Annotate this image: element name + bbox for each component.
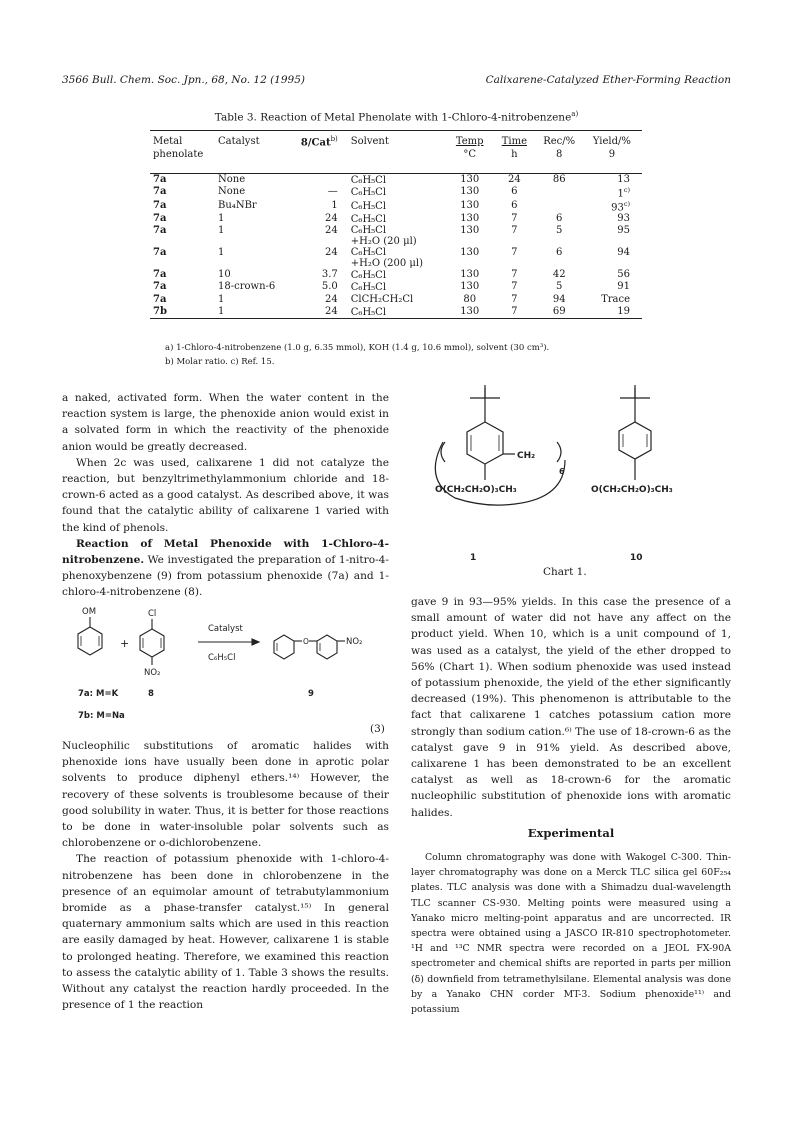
cell-yield: [582, 200, 642, 213]
solvent-label: C₆H₅Cl: [208, 653, 236, 663]
cell-temp: 80: [463, 293, 477, 305]
table-row: [150, 200, 642, 213]
table-footnote-bc: b) Molar ratio. c) Ref. 15.: [165, 357, 275, 367]
col-phenolate: phenolate: [153, 148, 204, 160]
left-paragraph-2: When 2c was used, calixarene 1 did not catalyze the reaction, but benzyltrimethylammonium chloride and 18-crown-6 acted as a good catalyst. As described above, it was found that the catalytic ability of calixarene 1 varied with the kind of phenols.: [62, 456, 389, 534]
cell-catalyst: Bu₄NBr: [218, 199, 257, 211]
cell-time: 7: [511, 293, 518, 305]
cell-metal: 7a: [153, 212, 167, 224]
cell-yield-value: 94: [617, 247, 630, 259]
cell-yield-value: 1: [617, 188, 624, 200]
ch2-label: CH₂: [517, 451, 536, 461]
left-paragraph-3: [62, 536, 389, 601]
cell-rec: 86: [552, 173, 566, 185]
cell-temp: 130: [460, 212, 480, 224]
table-caption-text: Table 3. Reaction of Metal Phenolate with 1-Chloro-4-nitrobenzene: [214, 111, 572, 124]
catalyst-label: Catalyst: [208, 624, 243, 634]
cell-solvent-main: C₆H₅Cl: [350, 269, 387, 281]
cell-rec: [537, 186, 582, 199]
cell-metal: 7a: [153, 186, 167, 198]
table-row: [150, 213, 642, 225]
reaction-scheme: [62, 605, 392, 725]
cell-metal: 7a: [153, 247, 167, 259]
cell-ratio: —: [327, 186, 338, 198]
cell-yield-value: 13: [617, 173, 630, 185]
cell-yield: [582, 294, 642, 306]
cell-yield: [582, 306, 642, 319]
substituent-10: O(CH₂CH₂O)₃CH₃: [591, 485, 673, 495]
cl-label: Cl: [148, 609, 157, 619]
no2-label-reactant: NO₂: [144, 668, 161, 678]
right-paragraph-2: Column chromatography was done with Wakogel C-300. Thin-layer chromatography was done on a Merck TLC silica gel 60F₂₅₄ plates. TLC analysis was done with a Shimadzu dual-wavelength TLC scanner CS-930. Melting points were measured using a Yanako micro melting-point apparatus and are uncorrected. IR spectra were obtained using a JASCO IR-810 spectrophotometer. ¹H and ¹³C NMR spectra were recorded on a JEOL FX-90A spectrometer and chemical shifts are reported in parts per million (δ) downfield from tetramethylsilane. Elemental analysis was done by a Yanako CHN corder MT-3. Sodium phenoxide¹¹⁾ and potassium: [411, 852, 731, 1016]
cell-temp: 130: [460, 225, 480, 237]
cell-temp: 130: [460, 186, 480, 198]
cell-ratio: 24: [325, 247, 338, 259]
cell-solvent-main: C₆H₅Cl: [350, 306, 387, 318]
cell-rec: 6: [556, 247, 563, 259]
cell-rec: 6: [556, 212, 563, 224]
cell-yield: [582, 213, 642, 225]
cell-metal: 7a: [153, 293, 167, 305]
cell-catalyst: None: [218, 186, 246, 198]
cell-time: 7: [511, 247, 518, 259]
cell-yield-value: 93: [617, 212, 630, 224]
cell-solvent: [341, 281, 448, 293]
cell-metal: 7a: [153, 173, 167, 185]
cell-metal: 7a: [153, 199, 167, 211]
cell-yield: [582, 281, 642, 293]
cell-ratio: 24: [325, 306, 338, 318]
col-time: [492, 131, 537, 149]
right-column-top: [411, 594, 731, 821]
cell-yield: [582, 173, 642, 186]
cell-catalyst: 1: [218, 293, 225, 305]
table-row: [150, 269, 642, 281]
cell-ratio: 5.0: [321, 281, 338, 293]
cell-yield-value: 93: [611, 201, 624, 213]
cell-yield: [582, 186, 642, 199]
col-ratio-text: 8/Cat: [300, 137, 331, 149]
equation-number: (3): [370, 723, 385, 735]
cell-rec: 69: [552, 306, 566, 318]
chart-caption: Chart 1.: [543, 566, 587, 578]
cell-yield-value: Trace: [601, 293, 630, 305]
cell-time: 6: [511, 199, 518, 211]
cell-solvent: [341, 225, 448, 247]
cell-yield-mark: c): [623, 199, 630, 208]
table-row: [150, 306, 642, 319]
table-row: [150, 186, 642, 199]
cell-solvent-main: C₆H₅Cl: [350, 225, 387, 237]
cell-solvent: [341, 269, 448, 281]
cell-rec: 42: [552, 269, 566, 281]
cell-time: 7: [511, 306, 518, 318]
cell-catalyst: 1: [218, 225, 225, 237]
cell-solvent: [341, 306, 448, 319]
table-caption: [0, 110, 793, 124]
col-time-unit: h: [511, 148, 518, 160]
cell-catalyst: 1: [218, 306, 225, 318]
col-temp-unit: °C: [463, 148, 477, 160]
table-row: [150, 281, 642, 293]
table-row: [150, 247, 642, 269]
cell-time: 7: [511, 212, 518, 224]
cell-rec: 94: [552, 293, 566, 305]
cell-ratio: 24: [325, 212, 338, 224]
results-table: [150, 130, 642, 319]
cell-solvent-main: C₆H₅Cl: [350, 200, 387, 212]
cell-metal: 7b: [153, 306, 167, 318]
cell-yield-value: 91: [617, 281, 630, 293]
cell-temp: 130: [460, 306, 480, 318]
col-rec: Rec/%: [543, 136, 576, 148]
col-catalyst: Catalyst: [218, 136, 260, 148]
cell-catalyst: 1: [218, 247, 225, 259]
om-label: OM: [82, 607, 97, 617]
cell-solvent: [341, 200, 448, 213]
cell-yield: [582, 269, 642, 281]
left-column-top: [62, 390, 389, 601]
cell-catalyst: None: [218, 173, 246, 185]
cell-temp: 130: [460, 247, 480, 259]
cell-yield-value: 19: [617, 306, 630, 318]
col-ratio: [292, 131, 341, 149]
cell-time: 24: [507, 173, 521, 185]
running-header-left: 3566 Bull. Chem. Soc. Jpn., 68, No. 12 (1995): [62, 74, 305, 86]
cell-ratio: 1: [331, 199, 338, 211]
cell-yield: [582, 225, 642, 247]
cell-solvent: [341, 173, 448, 186]
col-yield: Yield/%: [592, 136, 631, 148]
no2-label-product: NO₂: [346, 637, 363, 647]
cell-yield-mark: c): [623, 186, 630, 195]
cell-catalyst: 1: [218, 212, 225, 224]
compound-label-8: 8: [148, 689, 154, 699]
cell-solvent: [341, 247, 448, 269]
cell-yield-value: 95: [617, 225, 630, 237]
cell-rec: [537, 200, 582, 213]
left-paragraph-4: Nucleophilic substitutions of aromatic halides with phenoxide ions have usually been done in aprotic polar solvents to produce diphenyl ethers.¹⁴⁾ However, the recovery of these solvents is troublesome because of their good solubility in water. Thus, it is better for those reactions to be done in water-insoluble polar solvents such as chlorobenzene or o-dichlorobenzene.: [62, 740, 389, 850]
cell-temp: 130: [460, 281, 480, 293]
cell-time: 6: [511, 186, 518, 198]
col-ratio-mark: b): [330, 135, 338, 143]
chart-1-structures: [415, 380, 735, 580]
left-paragraph-1: a naked, activated form. When the water content in the reaction system is large, the phenoxide anion would exist in a solvated form in which the reactivity of the phenoxide anion would be greatly decreased.: [62, 392, 389, 453]
cell-catalyst: 10: [218, 269, 231, 281]
left-column-bottom: [62, 738, 389, 1013]
calixarene-ring: [467, 422, 503, 464]
cell-time: 7: [511, 225, 518, 237]
cell-temp: 130: [460, 269, 480, 281]
col-solvent: Solvent: [350, 136, 389, 148]
cell-ratio: 3.7: [321, 269, 338, 281]
cell-solvent: [341, 213, 448, 225]
cell-metal: 7a: [153, 225, 167, 237]
chloronitrobenzene-ring: [140, 629, 164, 657]
cell-solvent-additive: +H₂O (20 μl): [350, 236, 417, 248]
compound-label-1: 1: [470, 553, 477, 563]
left-paragraph-5: The reaction of potassium phenoxide with 1-chloro-4-nitrobenzene has been done in chlorobenzene in the presence of an equimolar amount of tetrabutylammonium bromide as a phase-transfer catalyst.¹⁵⁾ In general quaternary ammonium salts which are used in this reaction are easily damaged by heat. However, calixarene 1 is stable to prolonged heating. Therefore, we examined this reaction to assess the catalytic ability of 1. Table 3 shows the results. Without any catalyst the reaction hardly proceeded. In the presence of 1 the reaction: [62, 853, 389, 1012]
table-footnote-a: a) 1-Chloro-4-nitrobenzene (1.0 g, 6.35 mmol), KOH (1.4 g, 10.6 mmol), solvent (30 cm³).: [165, 343, 550, 353]
col-yield-num: 9: [608, 148, 616, 160]
cell-solvent: [341, 186, 448, 199]
phenoxide-ring: [78, 627, 102, 655]
substituent-1: O(CH₂CH₂O)₃CH₃: [435, 485, 517, 495]
section-title-experimental: Experimental: [527, 826, 615, 840]
cell-yield-value: 56: [617, 269, 630, 281]
table-caption-mark: a): [571, 110, 579, 118]
cell-solvent-main: C₆H₅Cl: [350, 174, 387, 186]
cell-solvent-additive: +H₂O (200 μl): [350, 258, 424, 270]
cell-metal: 7a: [153, 269, 167, 281]
cell-time: 7: [511, 269, 518, 281]
col-time-text: Time: [501, 136, 527, 148]
macrocycle-loop: [435, 442, 565, 505]
results-table-body: [150, 173, 642, 318]
cell-metal: 7a: [153, 281, 167, 293]
table-row: [150, 173, 642, 186]
cell-solvent-main: C₆H₅Cl: [350, 247, 387, 259]
svg-text:O: O: [303, 637, 309, 646]
cell-solvent-main: ClCH₂CH₂Cl: [350, 294, 414, 306]
cell-temp: 130: [460, 199, 480, 211]
cell-ratio: 24: [325, 293, 338, 305]
section-title-reaction: Reaction of Metal Phenoxide with 1-Chloro-4-nitrobenzene.: [62, 537, 389, 567]
compound-label-7a: 7a: M=K: [78, 689, 119, 699]
col-temp-text: Temp: [455, 136, 484, 148]
running-header-right: Calixarene-Catalyzed Ether-Forming Reaction: [485, 74, 731, 86]
cell-ratio: [292, 173, 341, 186]
cell-rec: 5: [556, 225, 563, 237]
table-row: [150, 225, 642, 247]
compound-label-10: 10: [630, 553, 643, 563]
cell-solvent-main: C₆H₅Cl: [350, 213, 387, 225]
cell-solvent: [341, 294, 448, 306]
cell-rec: 5: [556, 281, 563, 293]
compound-label-7b: 7b: M=Na: [78, 711, 125, 721]
bracket-right: [557, 442, 561, 462]
cell-time: 7: [511, 281, 518, 293]
table-row: [150, 294, 642, 306]
cell-ratio: 24: [325, 225, 338, 237]
col-metal: Metal: [153, 136, 183, 148]
cell-solvent-main: C₆H₅Cl: [350, 187, 387, 199]
monomer-ring: [619, 422, 651, 459]
cell-temp: 130: [460, 173, 480, 185]
right-paragraph-1: gave 9 in 93—95% yields. In this case the presence of a small amount of water did not have any affect on the product yield. When 10, which is a unit compound of 1, was used as a catalyst, the yield of the ether dropped to 56% (Chart 1). When sodium phenoxide was used instead of potassium phenoxide, the yield of the ether significantly decreased (19%). This phenomenon is attributable to the fact that calixarene 1 catches potassium cation more strongly than sodium cation.⁶⁾ The use of 18-crown-6 as the catalyst gave 9 in 91% yield. As described above, calixarene 1 has been demonstrated to be an excellent catalyst as well as 18-crown-6 for the aromatic nucleophilic substitution of phenoxide ions with aromatic halides.: [411, 596, 731, 819]
repeat-count: 6: [559, 467, 565, 476]
cell-solvent-main: C₆H₅Cl: [350, 282, 387, 294]
col-rec-num: 8: [556, 148, 563, 160]
compound-label-9: 9: [308, 689, 314, 699]
left-paragraph-3-text: We investigated the preparation of 1-nitro-4-phenoxybenzene (9) from potassium phenoxide (7a) and 1-chloro-4-nitrobenzene (8).: [62, 554, 389, 599]
cell-yield: [582, 247, 642, 269]
plus-sign: +: [120, 637, 130, 650]
cell-catalyst: 18-crown-6: [218, 281, 276, 293]
col-temp: [447, 131, 492, 149]
